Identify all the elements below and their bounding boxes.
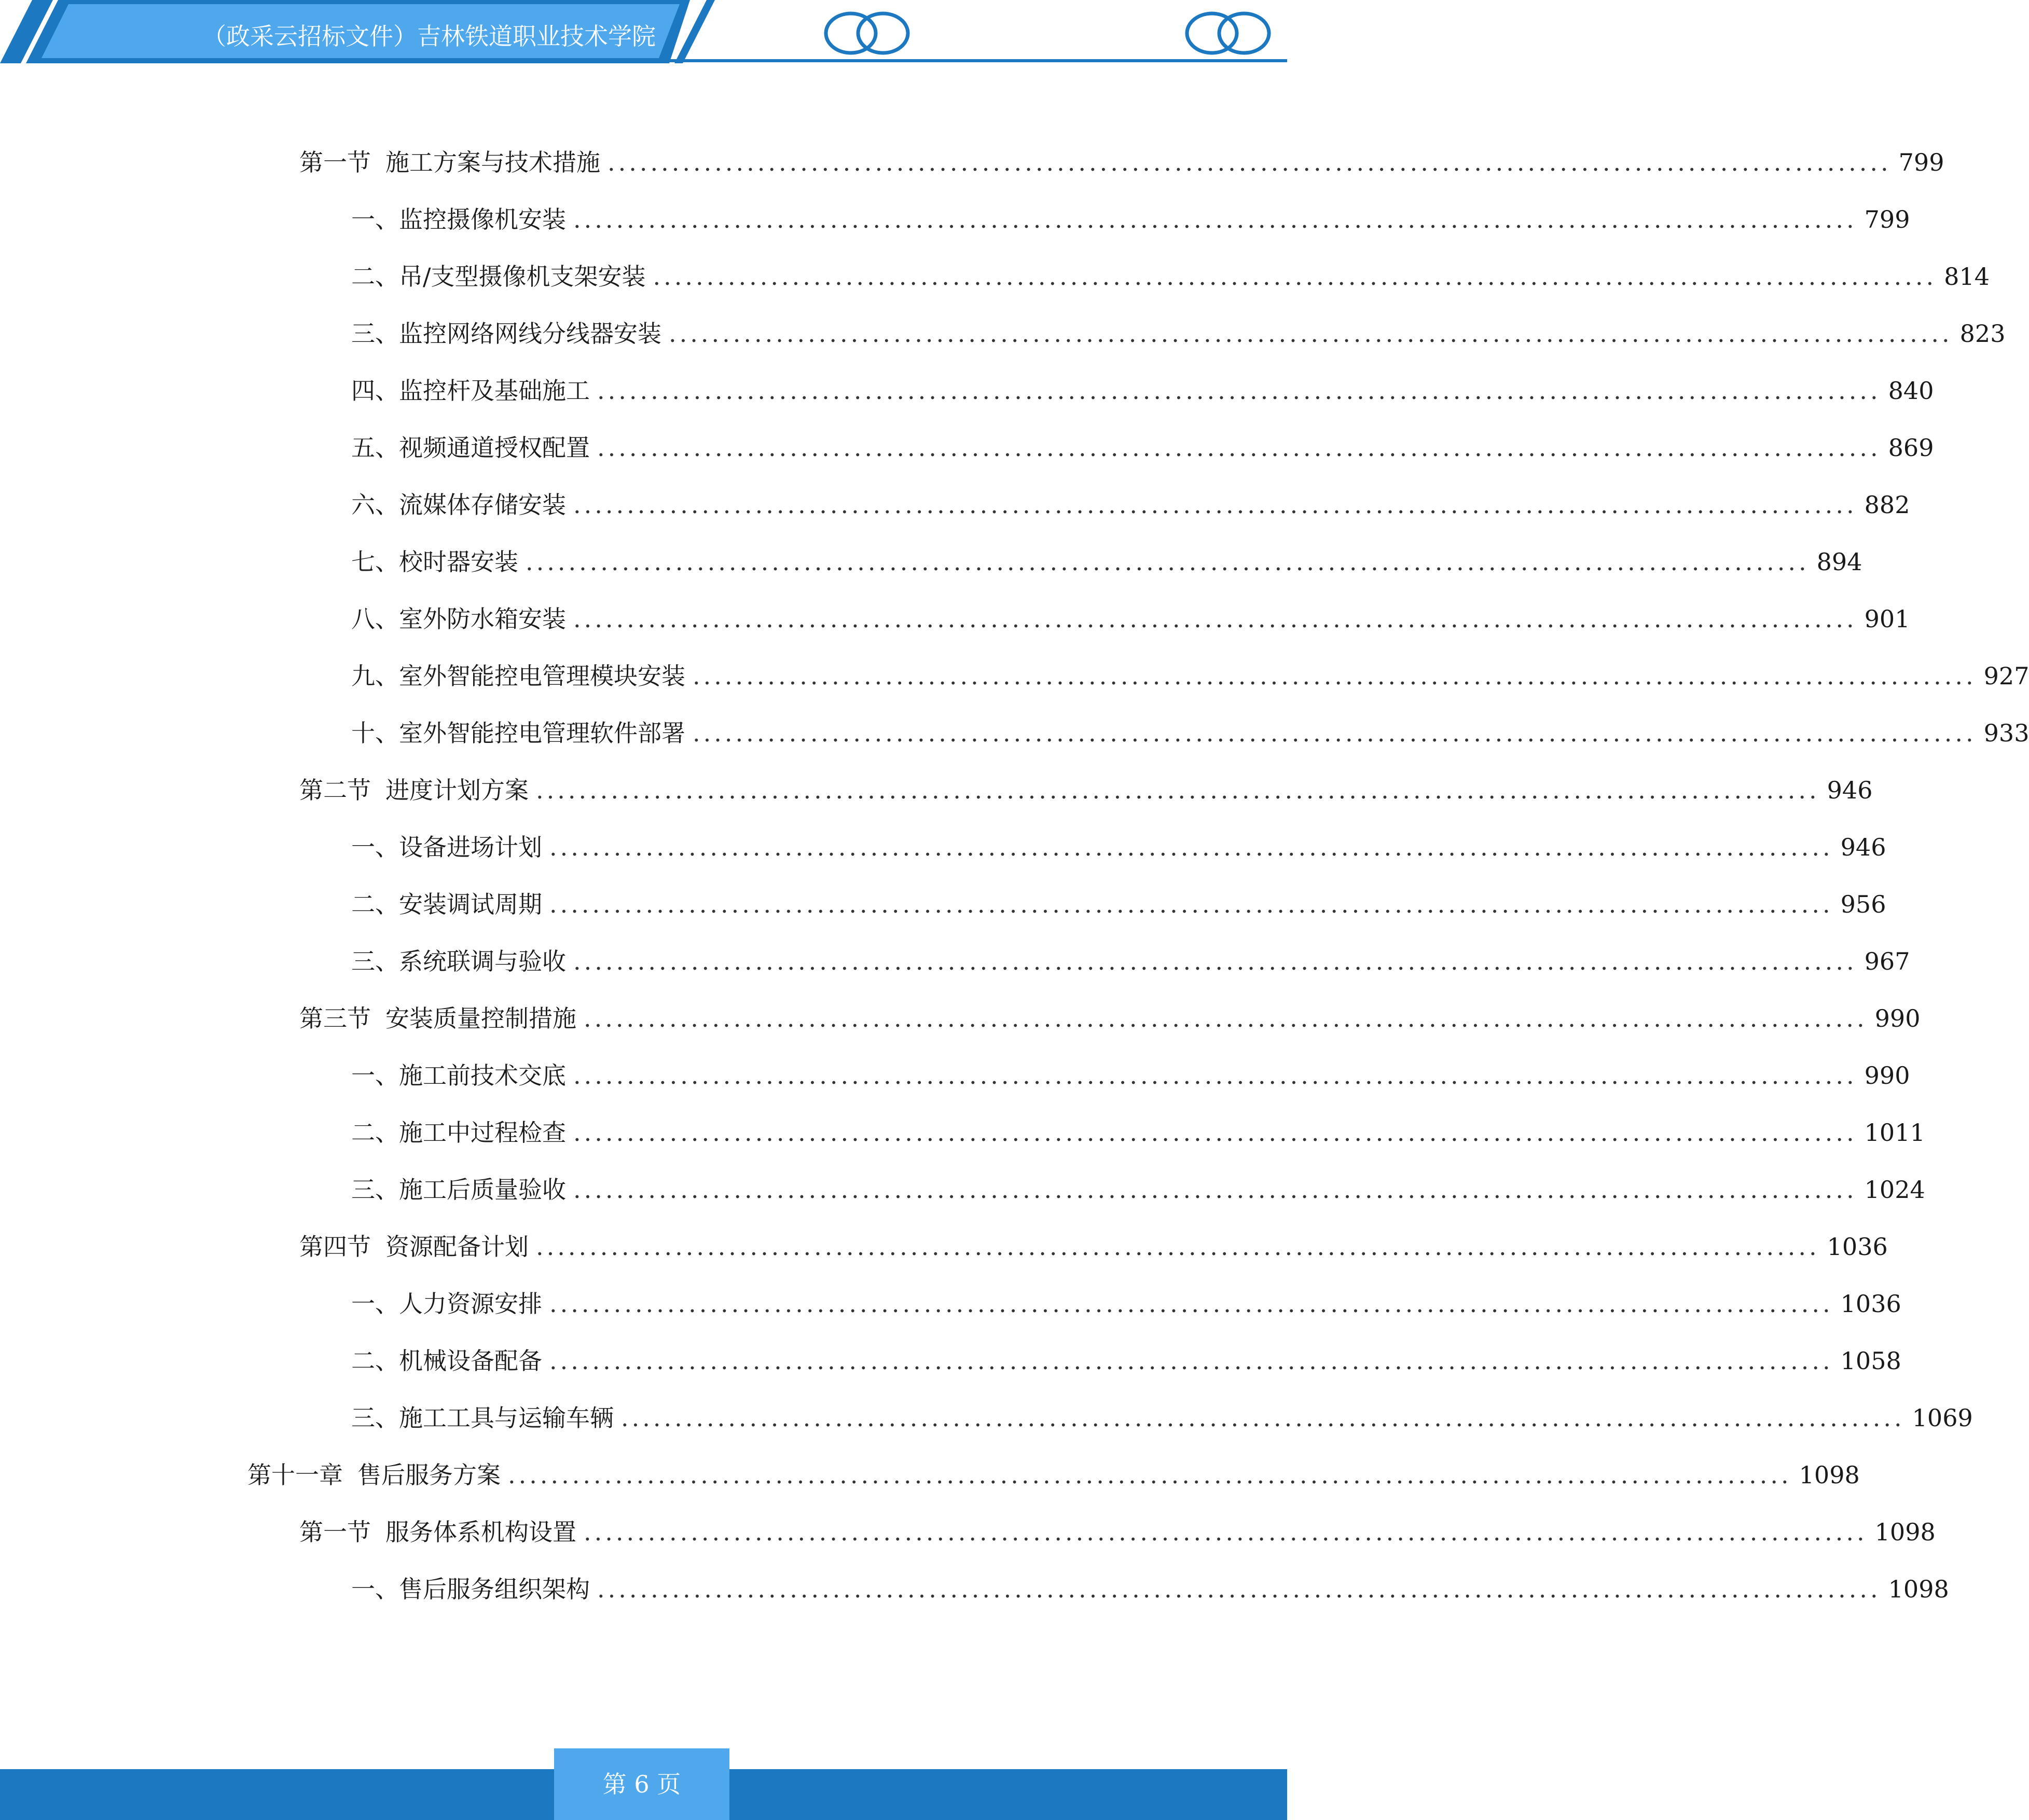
toc-entry-page: 990 [1864,1061,1910,1090]
toc-entry-number: 一、 [351,1290,399,1318]
toc-entry-page: 882 [1864,491,1910,519]
toc-leader-dots: ........................................................................................................................ [597,434,1881,462]
toc-entry-page: 1058 [1840,1347,1901,1375]
toc-entry[interactable] [351,487,1910,523]
toc-entry-title: 监控网络网线分线器安装 [399,320,661,348]
toc-entry-page: 1036 [1827,1233,1888,1261]
toc-leader-dots: ........................................................................................................................ [549,1290,1833,1318]
toc-entry-number: 三、 [351,1176,399,1204]
toc-leader-dots: ........................................................................................................................ [536,1233,1820,1261]
toc-entry[interactable] [351,1571,1949,1607]
toc-entry-number: 一、 [351,1575,399,1603]
toc-entry-number: 十、 [351,719,399,747]
toc-entry[interactable] [299,1229,1888,1265]
toc-entry[interactable] [351,430,1934,466]
toc-entry[interactable] [351,373,1934,409]
toc-entry-title: 视频通道授权配置 [399,434,590,462]
toc-entry-title: 监控杆及基础施工 [399,377,590,405]
toc-entry-number: 七、 [351,548,399,576]
page-number: 第 6 页 [554,1748,729,1820]
toc-entry-title: 施工中过程检查 [399,1119,566,1147]
toc-entry-title: 设备进场计划 [399,833,542,861]
toc-entry-page: 840 [1888,377,1934,405]
toc-entry-page: 901 [1864,605,1910,633]
toc-entry-title: 售后服务组织架构 [399,1575,590,1603]
page-header [0,0,1287,67]
toc-entry-number: 一、 [351,1061,399,1090]
toc-entry[interactable] [351,601,1910,637]
toc-entry[interactable] [351,201,1910,238]
toc-entry-page: 967 [1864,947,1910,975]
toc-leader-dots: ........................................................................................................................ [526,548,1810,576]
toc-entry-title: 施工方案与技术措施 [385,148,600,176]
toc-leader-dots: ........................................................................................................................ [693,662,1977,690]
toc-entry-page: 1036 [1840,1290,1901,1318]
toc-entry-page: 956 [1840,890,1886,918]
toc-entry-page: 933 [1983,719,2029,747]
toc-leader-dots: ........................................................................................................................ [536,776,1820,804]
toc-leader-dots: ........................................................................................................................ [608,148,1892,176]
toc-leader-dots: ........................................................................................................................ [573,1061,1857,1090]
toc-leader-dots: ........................................................................................................................ [573,1119,1857,1147]
toc-entry-number: 一、 [351,833,399,861]
toc-entry-number: 第一节 [299,148,371,176]
toc-entry[interactable] [247,1457,1860,1493]
toc-leader-dots: ........................................................................................................................ [549,890,1833,918]
toc-entry-page: 894 [1816,548,1862,576]
toc-entry-title: 校时器安装 [399,548,518,576]
toc-entry-number: 八、 [351,605,399,633]
toc-entry-page: 946 [1827,776,1873,804]
toc-entry-title: 监控摄像机安装 [399,205,566,233]
toc-entry-title: 施工工具与运输车辆 [399,1404,614,1432]
toc-entry[interactable] [351,1400,1973,1436]
toc-leader-dots: ........................................................................................................................ [573,1176,1857,1204]
toc-entry-number: 五、 [351,434,399,462]
toc-entry-title: 安装质量控制措施 [385,1004,576,1032]
toc-leader-dots: ........................................................................................................................ [584,1518,1868,1546]
toc-entry-number: 第三节 [299,1004,371,1032]
toc-entry[interactable] [299,1000,1921,1037]
toc-entry-page: 1098 [1799,1461,1860,1489]
logo-rings-right-icon [1187,13,1269,53]
toc-entry-title: 售后服务方案 [357,1461,501,1489]
toc-entry-number: 一、 [351,205,399,233]
toc-entry-title: 室外智能控电管理软件部署 [399,719,685,747]
toc-entry-number: 四、 [351,377,399,405]
toc-entry-title: 人力资源安排 [399,1290,542,1318]
toc-entry[interactable] [299,1514,1936,1550]
toc-entry-title: 室外智能控电管理模块安装 [399,662,685,690]
toc-leader-dots: ........................................................................................................................ [573,605,1857,633]
toc-entry[interactable] [351,943,1910,980]
toc-entry-title: 安装调试周期 [399,890,542,918]
toc-entry-title: 系统联调与验收 [399,947,566,975]
toc-leader-dots: ........................................................................................................................ [597,1575,1881,1603]
toc-entry-number: 第十一章 [247,1461,343,1489]
toc-entry-page: 799 [1898,148,1944,176]
toc-entry-title: 服务体系机构设置 [385,1518,576,1546]
toc-entry-page: 927 [1983,662,2029,690]
toc-entry[interactable] [351,315,2006,352]
toc-leader-dots: ........................................................................................................................ [653,263,1937,291]
toc-entry[interactable] [351,715,2029,751]
toc-entry[interactable] [351,544,1862,580]
toc-entry-page: 814 [1944,263,1990,291]
toc-entry[interactable] [351,1286,1901,1322]
toc-leader-dots: ........................................................................................................................ [573,947,1857,975]
logo-rings-icon [826,13,908,53]
toc-leader-dots: ........................................................................................................................ [573,491,1857,519]
toc-entry-number: 三、 [351,320,399,348]
toc-leader-dots: ........................................................................................................................ [584,1004,1868,1032]
toc-entry-title: 流媒体存储安装 [399,491,566,519]
toc-entry-number: 第一节 [299,1518,371,1546]
toc-entry[interactable] [351,886,1886,922]
toc-entry[interactable] [351,1171,1925,1208]
toc-leader-dots: ........................................................................................................................ [669,320,1953,348]
header-rule [669,59,1287,62]
toc-entry-page: 1011 [1864,1119,1925,1147]
toc-entry[interactable] [299,772,1873,808]
toc-entry-page: 869 [1888,434,1934,462]
toc-entry[interactable] [351,1343,1901,1379]
toc-entry-title: 施工后质量验收 [399,1176,566,1204]
toc-entry[interactable] [351,1057,1910,1094]
toc-entry-page: 946 [1840,833,1886,861]
toc-leader-dots: ........................................................................................................................ [621,1404,1905,1432]
toc-entry-number: 第四节 [299,1233,371,1261]
toc-entry-title: 进度计划方案 [385,776,529,804]
toc-entry-page: 1098 [1874,1518,1936,1546]
toc-entry-page: 1024 [1864,1176,1925,1204]
toc-entry-page: 990 [1874,1004,1921,1032]
toc-entry-number: 二、 [351,263,399,291]
toc-entry-number: 三、 [351,1404,399,1432]
toc-entry-title: 资源配备计划 [385,1233,529,1261]
toc-entry-number: 第二节 [299,776,371,804]
toc-entry-page: 1098 [1888,1575,1949,1603]
toc-leader-dots: ........................................................................................................................ [573,205,1857,233]
toc-entry-number: 三、 [351,947,399,975]
toc-leader-dots: ........................................................................................................................ [597,377,1881,405]
header-title: （政采云招标文件）吉林铁道职业技术学院 [202,22,656,50]
toc-entry-title: 机械设备配备 [399,1347,542,1375]
toc-entry-page: 1069 [1912,1404,1973,1432]
toc-entry-number: 二、 [351,1347,399,1375]
toc-entry-title: 施工前技术交底 [399,1061,566,1090]
toc-entry[interactable] [351,258,1990,295]
toc-entry-number: 二、 [351,1119,399,1147]
toc-leader-dots: ........................................................................................................................ [549,1347,1833,1375]
toc-leader-dots: ........................................................................................................................ [549,833,1833,861]
toc-leader-dots: ........................................................................................................................ [508,1461,1792,1489]
toc-entry-number: 九、 [351,662,399,690]
toc-entry-title: 室外防水箱安装 [399,605,566,633]
toc-entry[interactable] [351,1114,1925,1151]
toc-entry-number: 二、 [351,890,399,918]
toc-leader-dots: ........................................................................................................................ [693,719,1977,747]
toc-entry[interactable] [299,144,1944,181]
toc-entry-page: 799 [1864,205,1910,233]
toc-entry[interactable] [351,829,1886,865]
toc-entry[interactable] [351,658,2029,694]
toc-entry-page: 823 [1959,320,2006,348]
toc-entry-number: 六、 [351,491,399,519]
toc-entry-title: 吊/支型摄像机支架安装 [399,263,646,291]
